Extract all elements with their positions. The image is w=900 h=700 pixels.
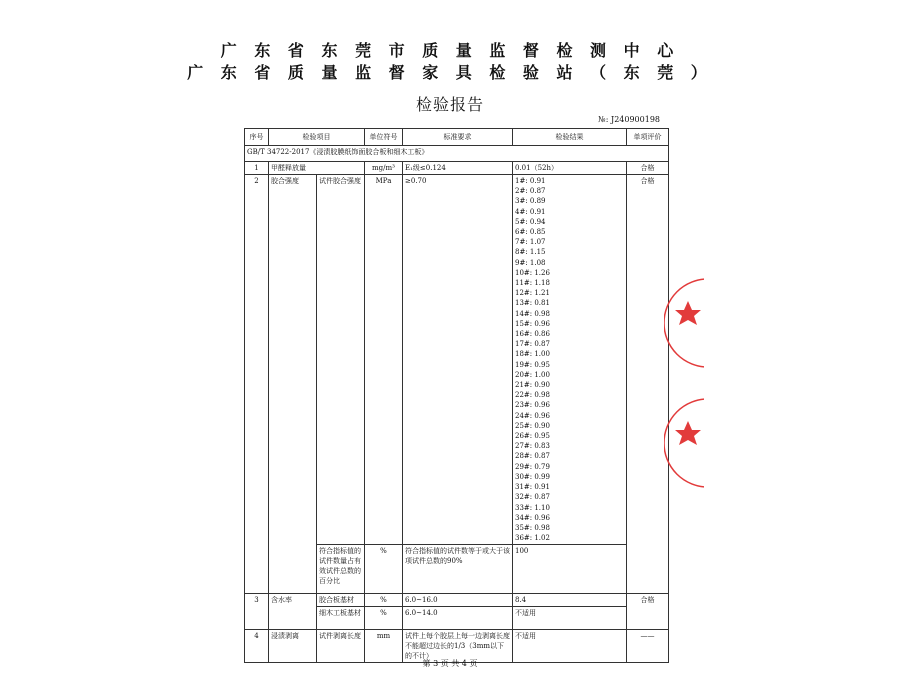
row2-unit1: MPa (365, 175, 403, 545)
row2-results-list (515, 176, 624, 543)
row2-results (513, 175, 627, 545)
header-no: 序号 (245, 129, 269, 146)
result-line: 25#: 0.90 (515, 421, 550, 430)
row2-no: 2 (245, 175, 269, 594)
row1-no: 1 (245, 162, 269, 175)
result-line: 6#: 0.85 (515, 228, 546, 237)
result-line: 36#: 1.02 (515, 534, 550, 543)
table-row (245, 162, 669, 175)
row3-eval: 合格 (627, 594, 669, 630)
row3-req1: 6.0~16.0 (403, 594, 513, 607)
header-eval: 单项评价 (627, 129, 669, 146)
result-line: 24#: 0.96 (515, 411, 550, 420)
row4-eval: —— (627, 630, 669, 663)
row2-sub2: 符合指标值的试件数量占有效试件总数的百分比 (317, 545, 365, 594)
standard-row (245, 146, 669, 162)
result-line: 20#: 1.00 (515, 370, 550, 379)
header-requirement: 标准要求 (403, 129, 513, 146)
row1-unit: mg/m³ (365, 162, 403, 175)
row4-unit: mm (365, 630, 403, 663)
page-number: 第 3 页 共 4 页 (422, 659, 478, 668)
row2-result2: 100 (513, 545, 627, 594)
row1-item: 甲醛释放量 (269, 162, 365, 175)
row1-result: 0.01（52h） (513, 162, 627, 175)
inspection-table (244, 128, 669, 663)
result-line: 8#: 1.15 (515, 248, 546, 257)
table-header-row (245, 129, 669, 146)
row4-sub: 试件剥离长度 (317, 630, 365, 663)
result-line: 35#: 0.98 (515, 523, 550, 532)
result-line: 16#: 0.86 (515, 330, 550, 339)
result-line: 1#: 0.91 (515, 177, 546, 185)
row3-result1: 8.4 (513, 594, 627, 607)
result-line: 29#: 0.79 (515, 462, 550, 471)
result-line: 2#: 0.87 (515, 187, 546, 196)
row3-req2: 6.0~14.0 (403, 607, 513, 630)
org-name-line2: 广 东 省 质 量 监 督 家 具 检 验 站 （ 东 莞 ） (187, 63, 713, 82)
row3-sub1: 胶合板基材 (317, 594, 365, 607)
result-line: 17#: 0.87 (515, 340, 550, 349)
result-line: 33#: 1.10 (515, 503, 550, 512)
row3-sub2: 细木工板基材 (317, 607, 365, 630)
result-line: 23#: 0.96 (515, 401, 550, 410)
header-unit: 单位符号 (365, 129, 403, 146)
row4-requirement: 试件上每个胶层上每一边剥离长度不能超过边长的1/3（3mm以下的不计） (403, 630, 513, 663)
result-line: 9#: 1.08 (515, 258, 546, 267)
table-row (245, 594, 669, 607)
row4-no: 4 (245, 630, 269, 663)
result-line: 18#: 1.00 (515, 350, 550, 359)
row1-eval: 合格 (627, 162, 669, 175)
standard-name: GB/T 34722-2017《浸渍胶膜纸饰面胶合板和细木工板》 (245, 146, 669, 162)
row4-result: 不适用 (513, 630, 627, 663)
row2-req2: 符合指标值的试件数等于或大于该项试件总数的90% (403, 545, 513, 594)
result-line: 11#: 1.18 (515, 279, 550, 288)
result-line: 10#: 1.26 (515, 268, 550, 277)
result-line: 27#: 0.83 (515, 442, 550, 451)
result-line: 19#: 0.95 (515, 360, 550, 369)
row2-eval: 合格 (627, 175, 669, 594)
row2-req1: ≥0.70 (403, 175, 513, 545)
row2-item: 胶合强度 (269, 175, 317, 594)
official-seal-stamp (664, 268, 704, 498)
result-line: 14#: 0.98 (515, 309, 550, 318)
row2-sub1: 试件胶合强度 (317, 175, 365, 545)
result-line: 21#: 0.90 (515, 381, 550, 390)
result-line: 30#: 0.99 (515, 472, 550, 481)
row3-result2: 不适用 (513, 607, 627, 630)
header-result: 检验结果 (513, 129, 627, 146)
result-line: 13#: 0.81 (515, 299, 550, 308)
result-line: 15#: 0.96 (515, 319, 550, 328)
report-title: 检验报告 (415, 95, 484, 114)
result-line: 5#: 0.94 (515, 217, 546, 226)
row3-no: 3 (245, 594, 269, 630)
row1-requirement: E₁级≤0.124 (403, 162, 513, 175)
report-number: №: J240900198 (598, 115, 660, 124)
row3-unit2: % (365, 607, 403, 630)
org-name-line1: 广 东 省 东 莞 市 质 量 监 督 检 测 中 心 (220, 41, 680, 60)
header-item: 检验项目 (269, 129, 365, 146)
result-line: 3#: 0.89 (515, 197, 546, 206)
row3-unit1: % (365, 594, 403, 607)
result-line: 12#: 1.21 (515, 289, 550, 298)
result-line: 34#: 0.96 (515, 513, 550, 522)
result-line: 28#: 0.87 (515, 452, 550, 461)
row2-unit2: % (365, 545, 403, 594)
row4-item: 浸渍剥离 (269, 630, 317, 663)
result-line: 32#: 0.87 (515, 493, 550, 502)
row3-item: 含水率 (269, 594, 317, 630)
result-line: 31#: 0.91 (515, 483, 550, 492)
table-row (245, 175, 669, 545)
result-line: 22#: 0.98 (515, 391, 550, 400)
result-line: 26#: 0.95 (515, 432, 550, 441)
result-line: 7#: 1.07 (515, 238, 546, 247)
result-line: 4#: 0.91 (515, 207, 546, 216)
